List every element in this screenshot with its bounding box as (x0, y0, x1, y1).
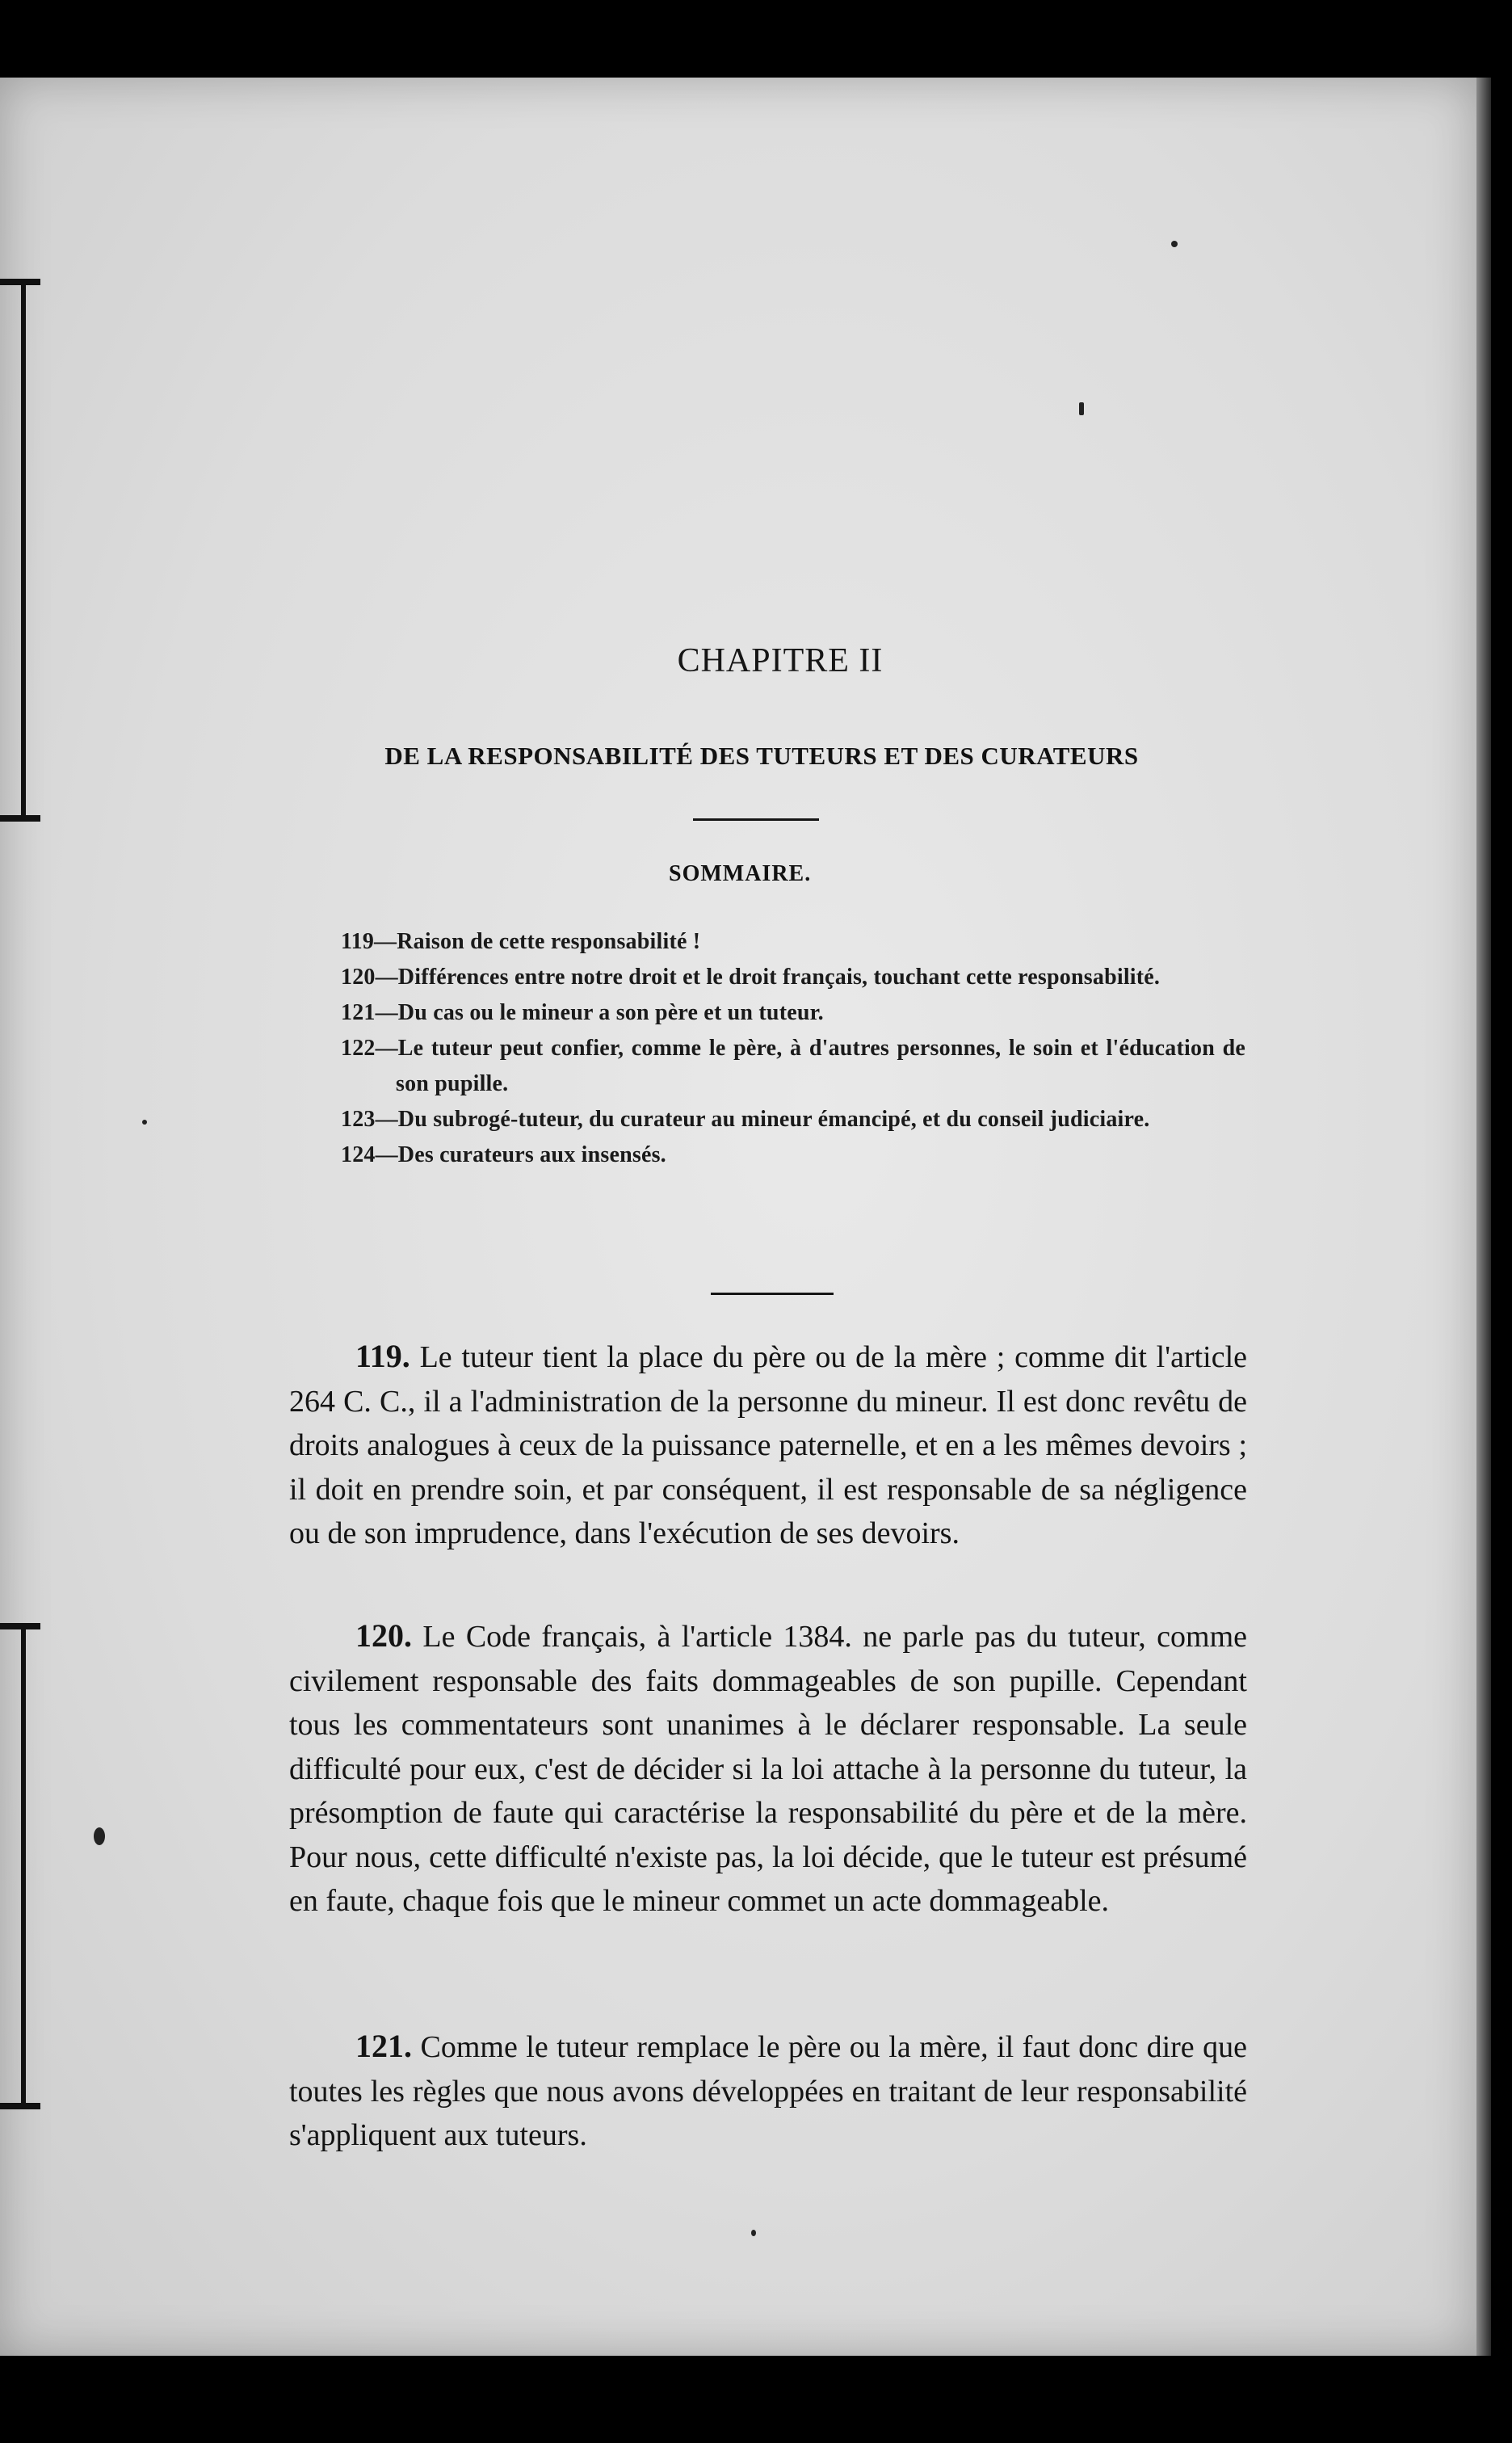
ink-speck (751, 2230, 756, 2236)
sommaire-item: 124—Des curateurs aux insensés. (341, 1142, 666, 1167)
chapter-title: CHAPITRE II (677, 642, 884, 679)
ink-speck (1171, 241, 1178, 247)
sommaire-item: 120—Différences entre notre droit et le droit français, touchant cette responsabilité. (341, 965, 1161, 990)
paragraph-119 (289, 1335, 1247, 1556)
paragraph-text: Le tuteur tient la place du père ou de la mère ; comme dit l'article 264 C. C., il a l'administration de la personne du mineur. Il est donc revêtu de droits analogues à ceux de la puissance paternelle, et en a les mêmes devoirs ; il doit en prendre soin, et par conséquent, il est responsable de sa négligence ou de son imprudence, dans l'exécution de ses devoirs. (289, 1340, 1247, 1550)
paragraph-text: Comme le tuteur remplace le père ou la mère, il faut donc dire que toutes les règles que nous avons développées en traitant de leur responsabilité s'appliquent aux tuteurs. (289, 2030, 1247, 2152)
ink-speck (142, 1120, 147, 1125)
sommaire-list (341, 924, 1245, 1173)
paragraph-number: 120. (355, 1617, 412, 1654)
paragraph-text: Le Code français, à l'article 1384. ne parle pas du tuteur, comme civilement responsable des faits dommageables de son pupille. Cependant tous les commentateurs sont unanimes à le déclarer responsable. La seule difficulté pour eux, c'est de décider si la loi attache à la personne du tuteur, la présomption de faute qui caractérise la responsabilité du père et de la mère. Pour nous, cette difficulté n'existe pas, la loi décide, que le tuteur est présumé en faute, chaque fois que le mineur commet un acte dommageable. (289, 1620, 1248, 1918)
sommaire-item: 122—Le tuteur peut confier, comme le père, à d'autres personnes, le soin et l'éducation de son pupille. (341, 1036, 1245, 1096)
binding-clip-bottom (10, 1624, 26, 2109)
paragraph-number: 121. (355, 2028, 412, 2064)
sommaire-item: 119—Raison de cette responsabilité ! (341, 929, 701, 954)
book-page (0, 78, 1476, 2356)
chapter-subtitle: DE LA RESPONSABILITÉ DES TUTEURS ET DES CURATEURS (384, 742, 1139, 770)
sommaire-item: 123—Du subrogé-tuteur, du curateur au mineur émancipé, et du conseil judiciaire. (341, 1107, 1150, 1132)
separator-rule (693, 818, 819, 821)
paragraph-number: 119. (355, 1338, 410, 1374)
sommaire-heading: SOMMAIRE. (669, 861, 812, 886)
page-edge-shadow (1476, 78, 1491, 2356)
ink-speck (1079, 402, 1084, 415)
separator-rule (711, 1293, 834, 1295)
binding-clip-top (10, 280, 26, 821)
paragraph-120 (289, 1614, 1247, 1924)
sommaire-item: 121—Du cas ou le mineur a son père et un tuteur. (341, 1000, 824, 1025)
paragraph-121 (289, 2025, 1247, 2158)
ink-speck (94, 1827, 105, 1845)
